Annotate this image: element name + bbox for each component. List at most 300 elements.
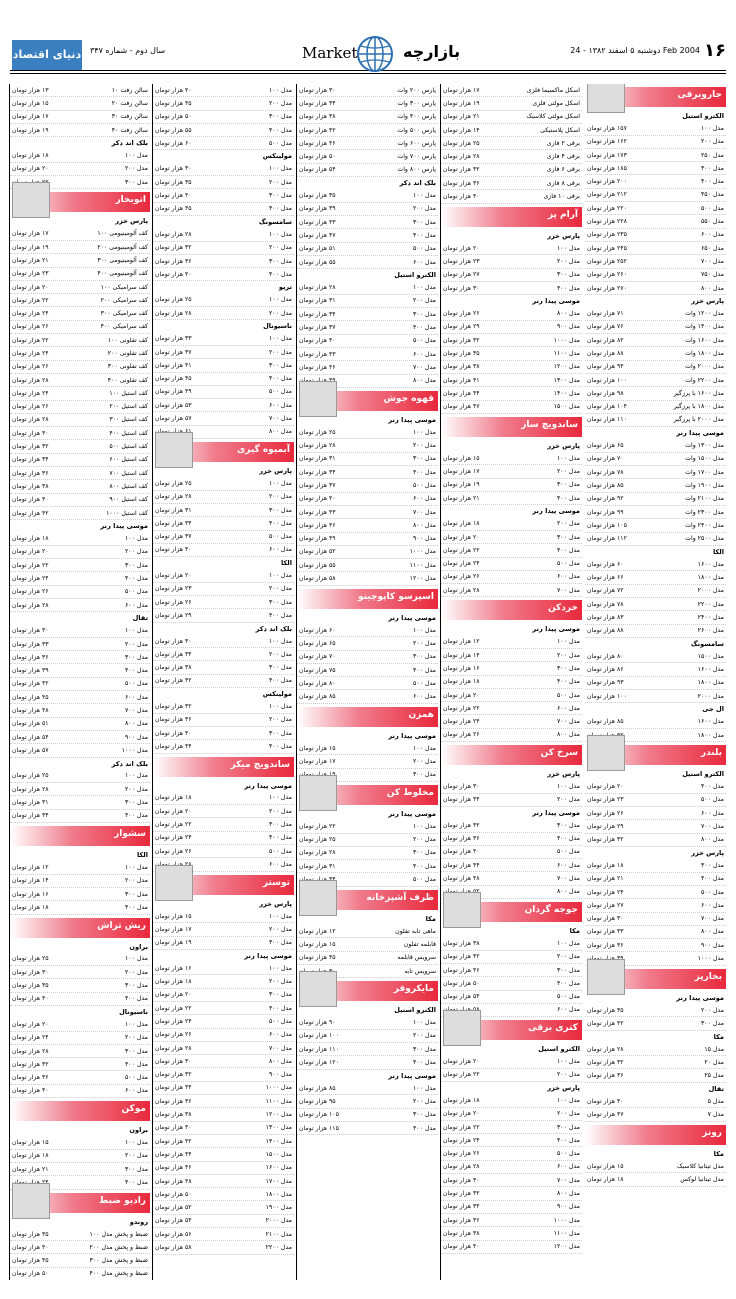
product-price: ۲۰ هزار تومان <box>443 533 480 541</box>
brand-heading: تفال <box>132 614 148 623</box>
product-name: مدل ۴۰۰ <box>268 1004 292 1012</box>
product-price: ۴۵ هزار تومان <box>155 99 192 107</box>
product-price: ۲۴ هزار تومان <box>12 310 49 318</box>
product-name: مدل ۴۰۰ <box>412 862 436 870</box>
product-price: ۱۸ هزار تومان <box>12 903 49 911</box>
price-row <box>10 268 150 281</box>
price-row <box>585 136 726 149</box>
price-row <box>585 1017 726 1030</box>
product-price: ۸۲ هزار تومان <box>587 336 624 344</box>
product-price: ۴۸ هزار تومان <box>443 875 480 883</box>
brand-heading: موسی پیدا رنر <box>388 1071 436 1080</box>
product-name: مدل ۳۰۰ <box>556 1123 580 1131</box>
price-row <box>585 571 726 584</box>
product-price: ۲۵ هزار تومان <box>12 955 49 963</box>
price-row <box>10 334 150 347</box>
category-title: ظرف آشپزخانه <box>366 892 434 903</box>
product-price: ۵۵ هزار تومان <box>299 561 336 569</box>
product-price: ۳۸ هزار تومان <box>443 1229 480 1237</box>
product-name: مدل ۱۶۰۰ <box>697 718 724 726</box>
product-price: ۴۰ هزار تومان <box>299 337 336 345</box>
price-row <box>585 1004 726 1017</box>
price-row <box>441 676 582 689</box>
product-name: مدل ۲۰۰ <box>268 348 292 356</box>
product-name: مدل ۳۰۰ <box>700 861 724 869</box>
product-price: ۴۷ هزار تومان <box>443 403 480 411</box>
price-row <box>10 149 150 162</box>
product-price: ۳۲ هزار تومان <box>443 821 480 829</box>
price-row <box>585 215 726 228</box>
price-row <box>10 691 150 704</box>
product-price: ۵۰ هزار تومان <box>155 1190 192 1198</box>
product-name: مدل ۴۰۰ <box>268 834 292 842</box>
product-name: مدل ۳۰۰ <box>700 1019 724 1027</box>
price-row <box>585 690 726 703</box>
masthead <box>10 40 726 76</box>
product-name: مدل ۳۰۰ <box>268 361 292 369</box>
brand-heading: الکترو استیل <box>682 112 724 120</box>
price-row <box>297 493 438 506</box>
price-row <box>585 175 726 188</box>
product-price: ۸۶ هزار تومان <box>587 666 624 674</box>
newspaper-logo: دنیای اقتصاد <box>12 40 82 70</box>
category-title: خردکن <box>547 603 578 614</box>
product-name: پارس ۲۰۰ وات <box>397 86 436 94</box>
product-price: ۱۵۷ هزار تومان <box>587 124 627 132</box>
product-price: ۴۰ هزار تومان <box>155 192 192 200</box>
product-price: ۱۰۰ هزار تومان <box>587 692 627 700</box>
product-name: مدل ۶۰۰ <box>268 1031 292 1039</box>
price-row <box>441 531 582 544</box>
category-heading <box>10 826 150 846</box>
product-name: مدل ۱۰۰ <box>124 152 148 160</box>
product-price: ۲۲ هزار تومان <box>443 704 480 712</box>
product-name: مدل ۱۰۰ <box>700 124 724 132</box>
price-row <box>153 111 294 124</box>
price-row <box>297 1043 438 1056</box>
product-name: مدل ۶۰۰ <box>556 704 580 712</box>
brand-heading: ال جی <box>702 705 724 714</box>
price-row <box>297 216 438 229</box>
price-row <box>441 387 582 400</box>
brand-heading: ناسیونال <box>263 322 292 331</box>
product-price: ۲۲ هزار تومان <box>299 822 336 830</box>
product-price: ۲۲ هزار تومان <box>155 821 192 829</box>
price-row <box>585 585 726 598</box>
product-name: کف سرامیکی ۱۰۰ <box>100 283 148 291</box>
price-row <box>153 740 294 753</box>
category-heading <box>297 981 438 1001</box>
category-heading <box>297 391 438 411</box>
product-price: ۲۰ هزار تومان <box>155 991 192 999</box>
price-row <box>297 755 438 768</box>
product-name: مدل ۳۰۰ <box>412 771 436 779</box>
product-price: ۳۷ هزار تومان <box>299 323 336 331</box>
product-price: ۲۲۸ هزار تومان <box>587 218 627 226</box>
product-name: مدل ۴۰۰ <box>412 468 436 476</box>
product-price: ۱۹ هزار تومان <box>12 243 49 251</box>
price-row <box>441 794 582 807</box>
product-price: ۳۲ هزار تومان <box>443 336 480 344</box>
product-name: مدل ۲۰۰ <box>412 639 436 647</box>
price-row <box>153 1148 294 1161</box>
price-row <box>10 770 150 783</box>
product-price: ۱۷ هزار تومان <box>155 925 192 933</box>
product-name: مدل ۱۰۰ <box>124 627 148 635</box>
price-row <box>153 531 294 544</box>
product-name: مدل ۱۰۰ <box>124 535 148 543</box>
product-name: مدل ۲۰۰ <box>412 1032 436 1040</box>
product-name: مدل ۱۷۰۰ <box>265 1177 292 1185</box>
product-price: ۲۶ هزار تومان <box>443 573 480 581</box>
price-row <box>153 661 294 674</box>
product-price: ۴۰ هزار تومان <box>443 1243 480 1251</box>
category-heading <box>441 1020 582 1040</box>
price-row <box>297 1017 438 1030</box>
product-price: ۳۰ هزار تومان <box>155 165 192 173</box>
product-name: پارس ۸۰۰ وات <box>397 166 436 174</box>
price-row <box>153 1201 294 1214</box>
category-heading <box>441 600 582 620</box>
product-name: مدل ۱۰۰ <box>412 822 436 830</box>
product-name: مدل ۱۳۰۰ <box>265 1124 292 1132</box>
price-row <box>10 1254 150 1267</box>
product-name: مدل ۲۴۰۰ <box>697 613 724 621</box>
product-name: مدل ۱۵ <box>704 1045 724 1053</box>
product-name: مدل ۲۰۰ <box>124 548 148 556</box>
product-price: ۵۵ هزار تومان <box>155 126 192 134</box>
price-row <box>10 254 150 267</box>
product-name: مدل ۳۰۰ <box>268 113 292 121</box>
price-row <box>10 401 150 414</box>
product-name: مدل ۵۰۰ <box>412 337 436 345</box>
product-price: ۱۰۰ هزار تومان <box>587 376 627 384</box>
product-price: ۱۶ هزار تومان <box>443 664 480 672</box>
product-name: مدل ۳۰۰ <box>124 561 148 569</box>
price-row <box>441 374 582 387</box>
product-price: ۸۰ هزار تومان <box>299 679 336 687</box>
product-price: ۴۰ هزار تومان <box>155 270 192 278</box>
product-price: ۹۹ هزار تومان <box>587 508 624 516</box>
product-name: مدل ۲۰۰۰ با پرزگیر <box>673 416 724 424</box>
product-price: ۱۲۰ هزار تومان <box>299 1059 339 1067</box>
price-row <box>297 506 438 519</box>
product-price: ۲۱ هزار تومان <box>12 256 49 264</box>
column-1 <box>585 84 726 1280</box>
price-row <box>585 519 726 532</box>
category-title: توستر <box>262 877 290 888</box>
price-row <box>10 427 150 440</box>
product-name: مدل ۱۱۰۰ <box>553 1229 580 1237</box>
product-name: مدل ۳۰۰ <box>412 1045 436 1053</box>
price-row <box>297 1056 438 1069</box>
price-row <box>297 426 438 439</box>
product-price: ۳۲ هزار تومان <box>155 244 192 252</box>
price-row <box>10 307 150 320</box>
brand-heading: پارس خزر <box>547 1084 580 1092</box>
product-name: مدل ۷ <box>707 1111 724 1119</box>
product-name: مدل ۳۰۰ <box>556 821 580 829</box>
product-name: مدل ۴۰۰ <box>556 1136 580 1144</box>
product-name: مدل ۲۰۰ <box>412 205 436 213</box>
price-row <box>585 533 726 546</box>
product-price: ۴۲ هزار تومان <box>443 953 480 961</box>
product-price: ۲۶ هزار تومان <box>155 598 192 606</box>
price-row <box>585 794 726 807</box>
product-price: ۲۴ هزار تومان <box>12 389 49 397</box>
product-price: ۶۰ هزار تومان <box>155 139 192 147</box>
product-price: ۳۵ هزار تومان <box>299 192 336 200</box>
price-row <box>10 1163 150 1176</box>
price-row <box>10 1018 150 1031</box>
price-row <box>153 1108 294 1121</box>
brand-heading: مولینکس <box>262 690 292 699</box>
product-price: ۲۴ هزار تومان <box>443 560 480 568</box>
product-name: سرویس قابلمه <box>397 954 436 962</box>
product-name: مدل ۱۰۰ <box>268 703 292 710</box>
price-row <box>585 282 726 295</box>
category-title: بلندر <box>700 748 722 759</box>
price-row <box>153 491 294 504</box>
brand-heading: موسی پیدا رنر <box>532 297 580 306</box>
product-name: مدل ۱۰۰ <box>556 1058 580 1066</box>
product-name: مدل ۱۵۰۰ <box>265 1150 292 1158</box>
product-price: ۶۶ هزار تومان <box>587 574 624 582</box>
price-row <box>297 1095 438 1108</box>
product-name: مدل ۱۵۰۰ وات <box>685 455 724 463</box>
price-row <box>153 84 294 97</box>
product-price: ۴۶ هزار تومان <box>443 966 480 974</box>
microwave-icon <box>299 971 337 1007</box>
price-row <box>153 792 294 805</box>
price-row <box>153 700 294 713</box>
brand-heading: موسی پیدا رنر <box>532 808 580 817</box>
price-row <box>441 269 582 282</box>
price-row <box>585 439 726 452</box>
product-name: مدل ۲۰۰ <box>268 178 292 186</box>
product-price: ۲۳ هزار تومان <box>443 257 480 265</box>
brand-heading: پارس خزر <box>691 849 724 858</box>
price-row <box>10 559 150 572</box>
product-name: مدل ۳۰۰ <box>124 890 148 898</box>
product-price: ۳۲ هزار تومان <box>587 1058 624 1066</box>
price-row <box>297 742 438 755</box>
product-name: مدل ۵۰۰ <box>556 1150 580 1158</box>
product-name: مدل ۱۴۰۰ <box>553 389 580 397</box>
product-name: مدل ۲۱۰۰ وات <box>685 495 724 503</box>
product-name: مدل ۳۰۰ <box>412 218 436 226</box>
product-name: مدل ۹۰۰ <box>556 323 580 331</box>
category-heading <box>585 969 726 989</box>
price-row <box>153 477 294 490</box>
product-price: ۳۵ هزار تومان <box>155 178 192 186</box>
category-title: ساندویچ میکر <box>230 759 290 770</box>
price-row <box>153 609 294 622</box>
price-row <box>10 440 150 453</box>
price-row <box>10 810 150 823</box>
price-row <box>585 650 726 663</box>
product-name: مدل ۴۰۰ <box>412 1059 436 1067</box>
product-price: ۱۷ هزار تومان <box>443 468 480 476</box>
price-row <box>153 163 294 176</box>
product-name: مدل ۱۰۰ <box>268 964 292 972</box>
price-row <box>153 517 294 530</box>
product-price: ۴۰ هزار تومان <box>12 995 49 1003</box>
category-heading <box>297 707 438 727</box>
product-price: ۲۰ هزار تومان <box>587 783 624 791</box>
product-price: ۳۴ هزار تومان <box>443 1203 480 1211</box>
product-name: مدل ۲۰۰ <box>124 640 148 648</box>
product-price: ۱۶ هزار تومان <box>12 890 49 898</box>
product-price: ۱۹ هزار تومان <box>443 99 480 107</box>
product-name: مدل ۴۰۰ <box>412 323 436 331</box>
product-name: قابلمه تفلون <box>403 940 436 948</box>
product-name: ضبط و پخش مدل ۱۰۰ <box>89 1230 148 1238</box>
price-row <box>153 412 294 425</box>
price-row <box>297 847 438 860</box>
column-4 <box>152 84 294 1280</box>
product-name: برقی ۴ فازی <box>546 153 580 161</box>
product-name: مدل ۹۰۰ <box>700 941 724 949</box>
product-price: ۲۷ هزار تومان <box>587 901 624 909</box>
product-name: مدل ۲۲۰۰ <box>697 600 724 608</box>
category-title: آرام پز <box>547 209 578 220</box>
brand-heading: پارس خزر <box>547 231 580 240</box>
product-price: ۳۷ هزار تومان <box>299 481 336 489</box>
product-price: ۷۲ هزار تومان <box>587 587 624 595</box>
product-price: ۳۶ هزار تومان <box>443 1216 480 1224</box>
brand-heading: سامسونگ <box>258 217 292 226</box>
product-name: کف استیل ۸۰۰ <box>109 482 148 490</box>
product-name: مدل ۱۰۰ <box>124 1139 148 1147</box>
price-row <box>153 714 294 727</box>
product-name: مدل ۵۰۰ <box>124 1074 148 1082</box>
price-row <box>297 677 438 690</box>
price-row <box>441 636 582 649</box>
brand-heading: پارس خزر <box>259 467 292 476</box>
price-row <box>297 952 438 965</box>
product-price: ۲۲ هزار تومان <box>443 1123 480 1131</box>
product-name: کف استیل ۲۰۰ <box>109 403 148 411</box>
price-row <box>10 1032 150 1045</box>
product-price: ۹۲ هزار تومان <box>587 495 624 503</box>
price-row <box>153 1095 294 1108</box>
price-row <box>441 859 582 872</box>
product-name: مدل ۲۰۰ <box>268 978 292 986</box>
product-name: مدل ۹۰۰ <box>556 1203 580 1211</box>
price-row <box>297 243 438 256</box>
product-name: مدل ۳۰۰ <box>268 939 292 947</box>
price-row <box>585 1043 726 1056</box>
price-row <box>297 559 438 572</box>
category-title: جوجه گردان <box>524 905 578 916</box>
price-row <box>153 386 294 399</box>
price-row <box>297 519 438 532</box>
product-name: مدل ۴۰۰ <box>124 812 148 820</box>
product-price: ۴۸ هزار تومان <box>12 707 49 714</box>
product-price: ۳۰ هزار تومان <box>155 637 192 645</box>
price-row <box>441 282 582 295</box>
price-row <box>153 137 294 150</box>
product-price: ۴۴ هزار تومان <box>443 861 480 869</box>
product-price: ۲۲ هزار تومان <box>12 296 49 304</box>
price-row <box>441 97 582 110</box>
product-price: ۵۰ هزار تومان <box>155 113 192 121</box>
price-row <box>153 124 294 137</box>
product-name: مدل ۱۸۰۰ <box>697 574 724 582</box>
product-name: مدل ۱۰۰ <box>268 230 292 238</box>
product-name: ماهی تابه تفلون <box>395 927 436 935</box>
product-price: ۳۶ هزار تومان <box>587 941 624 949</box>
product-price: ۴۴ هزار تومان <box>443 389 480 397</box>
product-price: ۲۴ هزار تومان <box>12 1034 49 1042</box>
product-name: کف سرامیکی ۲۰۰ <box>100 296 148 304</box>
product-name: مدل ۴۰۰ <box>124 1178 148 1186</box>
price-row <box>297 925 438 938</box>
product-name: مدل ۳۰۰ <box>412 310 436 318</box>
product-price: ۵۱ هزار تومان <box>299 245 336 253</box>
product-name: مدل ۱۶۰۰ وات <box>685 336 724 344</box>
product-price: ۲۱ هزار تومان <box>12 1165 49 1173</box>
grill-icon <box>443 892 481 928</box>
product-price: ۴۲ هزار تومان <box>12 680 49 688</box>
brand-heading: مکا <box>713 1149 724 1158</box>
price-row <box>297 624 438 637</box>
product-price: ۳۷ هزار تومان <box>155 348 192 356</box>
category-title: موکن <box>121 1104 146 1115</box>
product-price: ۱۱۵ هزار تومان <box>299 1124 339 1132</box>
price-row <box>153 544 294 557</box>
product-name: مدل ۱۱۰۰ <box>409 561 436 569</box>
product-price: ۳۶ هزار تومان <box>443 835 480 843</box>
price-row <box>297 637 438 650</box>
product-name: مدل ۴۰۰ <box>556 979 580 987</box>
price-row <box>585 479 726 492</box>
price-row <box>153 727 294 740</box>
product-price: ۳۱ هزار تومان <box>155 506 192 514</box>
product-price: ۴۰ هزار تومان <box>155 86 192 94</box>
brand-heading: مکا <box>713 1032 724 1041</box>
product-price: ۲۶ هزار تومان <box>443 1150 480 1158</box>
price-row <box>10 1268 150 1280</box>
product-name: مدل ۱۶۰۰ <box>265 1164 292 1172</box>
product-name: مدل ۱۵۰۰ <box>697 652 724 660</box>
product-price: ۳۴ هزار تومان <box>155 519 192 527</box>
product-price: ۳۴ هزار تومان <box>299 468 336 476</box>
product-name: اسکل مولتی کلاسیک <box>526 113 580 121</box>
product-name: مدل ۷۰۰ <box>700 257 724 265</box>
product-name: برقی ۶ فازی <box>546 166 580 174</box>
product-price: ۴۵ هزار تومان <box>12 1257 49 1265</box>
category-title: قهوه جوش <box>383 393 434 404</box>
product-name: پارس ۶۰۰ وات <box>397 139 436 147</box>
steamer-icon <box>587 959 625 995</box>
price-row <box>153 189 294 202</box>
product-name: مدل ۹۰۰ <box>124 733 148 741</box>
price-row <box>10 638 150 651</box>
product-name: مدل ۸۰۰ <box>556 731 580 739</box>
product-name: مدل ۱۰۰۰ <box>409 548 436 556</box>
product-price: ۲۸ هزار تومان <box>155 309 192 317</box>
product-name: مدل ۱۲۰۰ <box>553 363 580 371</box>
product-name: مدل ۴۰۰ <box>124 575 148 583</box>
price-row <box>441 347 582 360</box>
product-name: مدل ۱۶۰۰ <box>697 560 724 568</box>
product-price: ۹۵ هزار تومان <box>299 1097 336 1105</box>
price-row <box>585 347 726 360</box>
product-name: مدل ۵۰۰ <box>556 993 580 1001</box>
product-name: مدل ۳۰۰ <box>124 982 148 990</box>
